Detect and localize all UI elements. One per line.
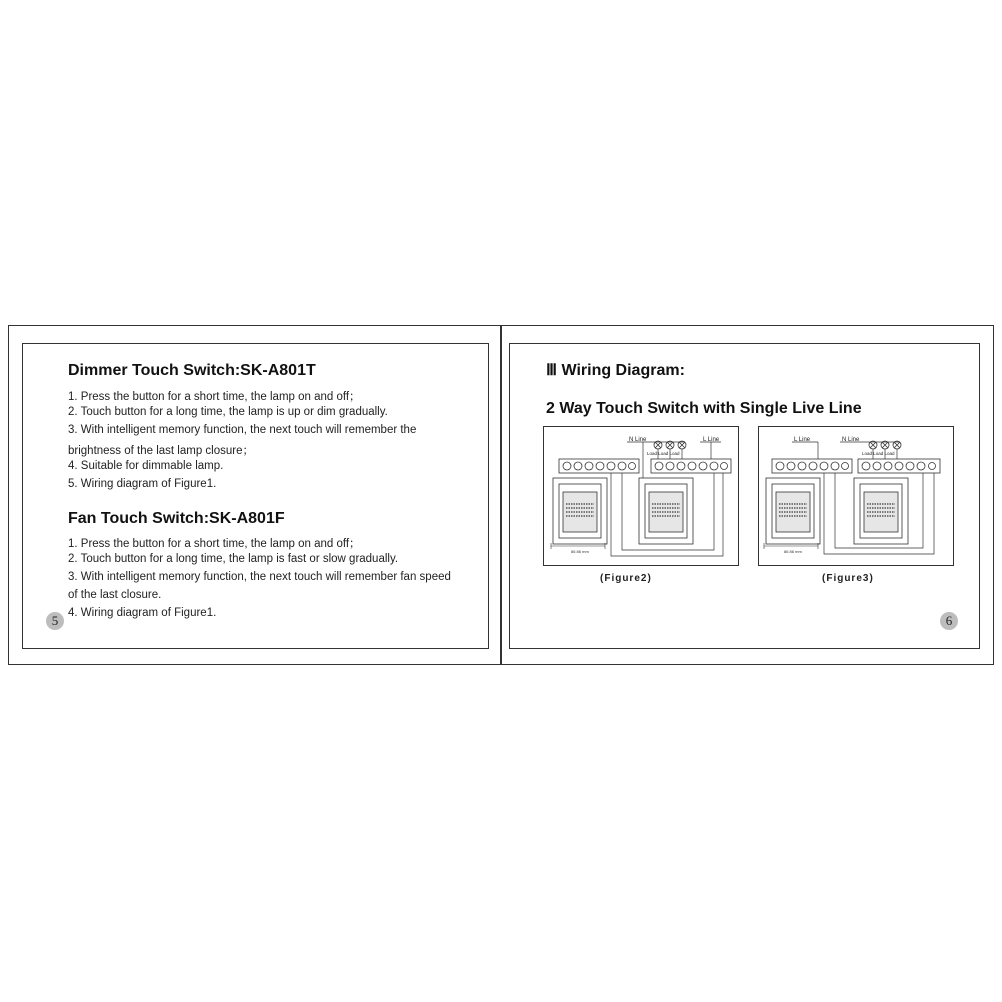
fan-line-3: 3. With intelligent memory function, the next touch will remember fan speed [68,571,451,583]
figure2-terminal-block-left [559,459,639,473]
figure3-caption: (Figure3) [822,573,874,584]
page-fold [500,325,502,665]
figure3-l-line-label: L Line [794,437,811,443]
figure3-dimension-label: 86 86 mm [784,549,802,554]
dimmer-line-2: 2. Touch button for a long time, the lamp is up or dim gradually. [68,406,388,418]
figure2-wiring-diagram [543,426,739,566]
section-numeral: Ⅲ [546,362,558,379]
section-title: Wiring Diagram: [561,362,685,379]
dimmer-line-1: 1. Press the button for a short time, the lamp on and off； [68,391,361,403]
fan-line-1: 1. Press the button for a short time, the lamp on and off； [68,538,361,550]
dimmer-line-4: brightness of the last lamp closure； [68,445,255,457]
figure2-terminal-block-right [651,459,731,473]
figure2-caption: (Figure2) [600,573,652,584]
fan-line-5: 4. Wiring diagram of Figure1. [68,607,217,619]
fan-line-4: of the last closure. [68,589,162,601]
figure3-switch-module-left [766,478,820,544]
fan-title: Fan Touch Switch:SK-A801F [68,510,285,527]
figure3-load-label: Load Load Load [862,451,895,456]
dimmer-line-6: 5. Wiring diagram of Figure1. [68,478,217,490]
figure3-switch-module-right [854,478,908,544]
section-heading [546,360,685,380]
figure3-n-line-label: N Line [842,437,860,443]
fan-line-2: 2. Touch button for a long time, the lamp is fast or slow gradually. [68,553,399,565]
figure3-terminal-block-right [858,459,940,473]
figure3-terminal-block-left [772,459,852,473]
dimmer-line-5: 4. Suitable for dimmable lamp. [68,460,224,472]
figure2-switch-module-right [639,478,693,544]
dimmer-line-3: 3. With intelligent memory function, the next touch will remember the [68,424,417,436]
page-number-left: 5 [46,612,64,630]
figure2-load-label: Load Load Load [647,451,680,456]
figure2-switch-module-left [553,478,607,544]
figure2-n-line-label: N Line [629,437,647,443]
diagram-subtitle: 2 Way Touch Switch with Single Live Line [546,400,862,417]
page-number-right: 6 [940,612,958,630]
figure2-l-line-label: L Line [703,437,720,443]
dimmer-title: Dimmer Touch Switch:SK-A801T [68,362,316,379]
figure3-wiring-diagram [758,426,954,566]
figure2-dimension-label: 86 86 mm [571,549,589,554]
